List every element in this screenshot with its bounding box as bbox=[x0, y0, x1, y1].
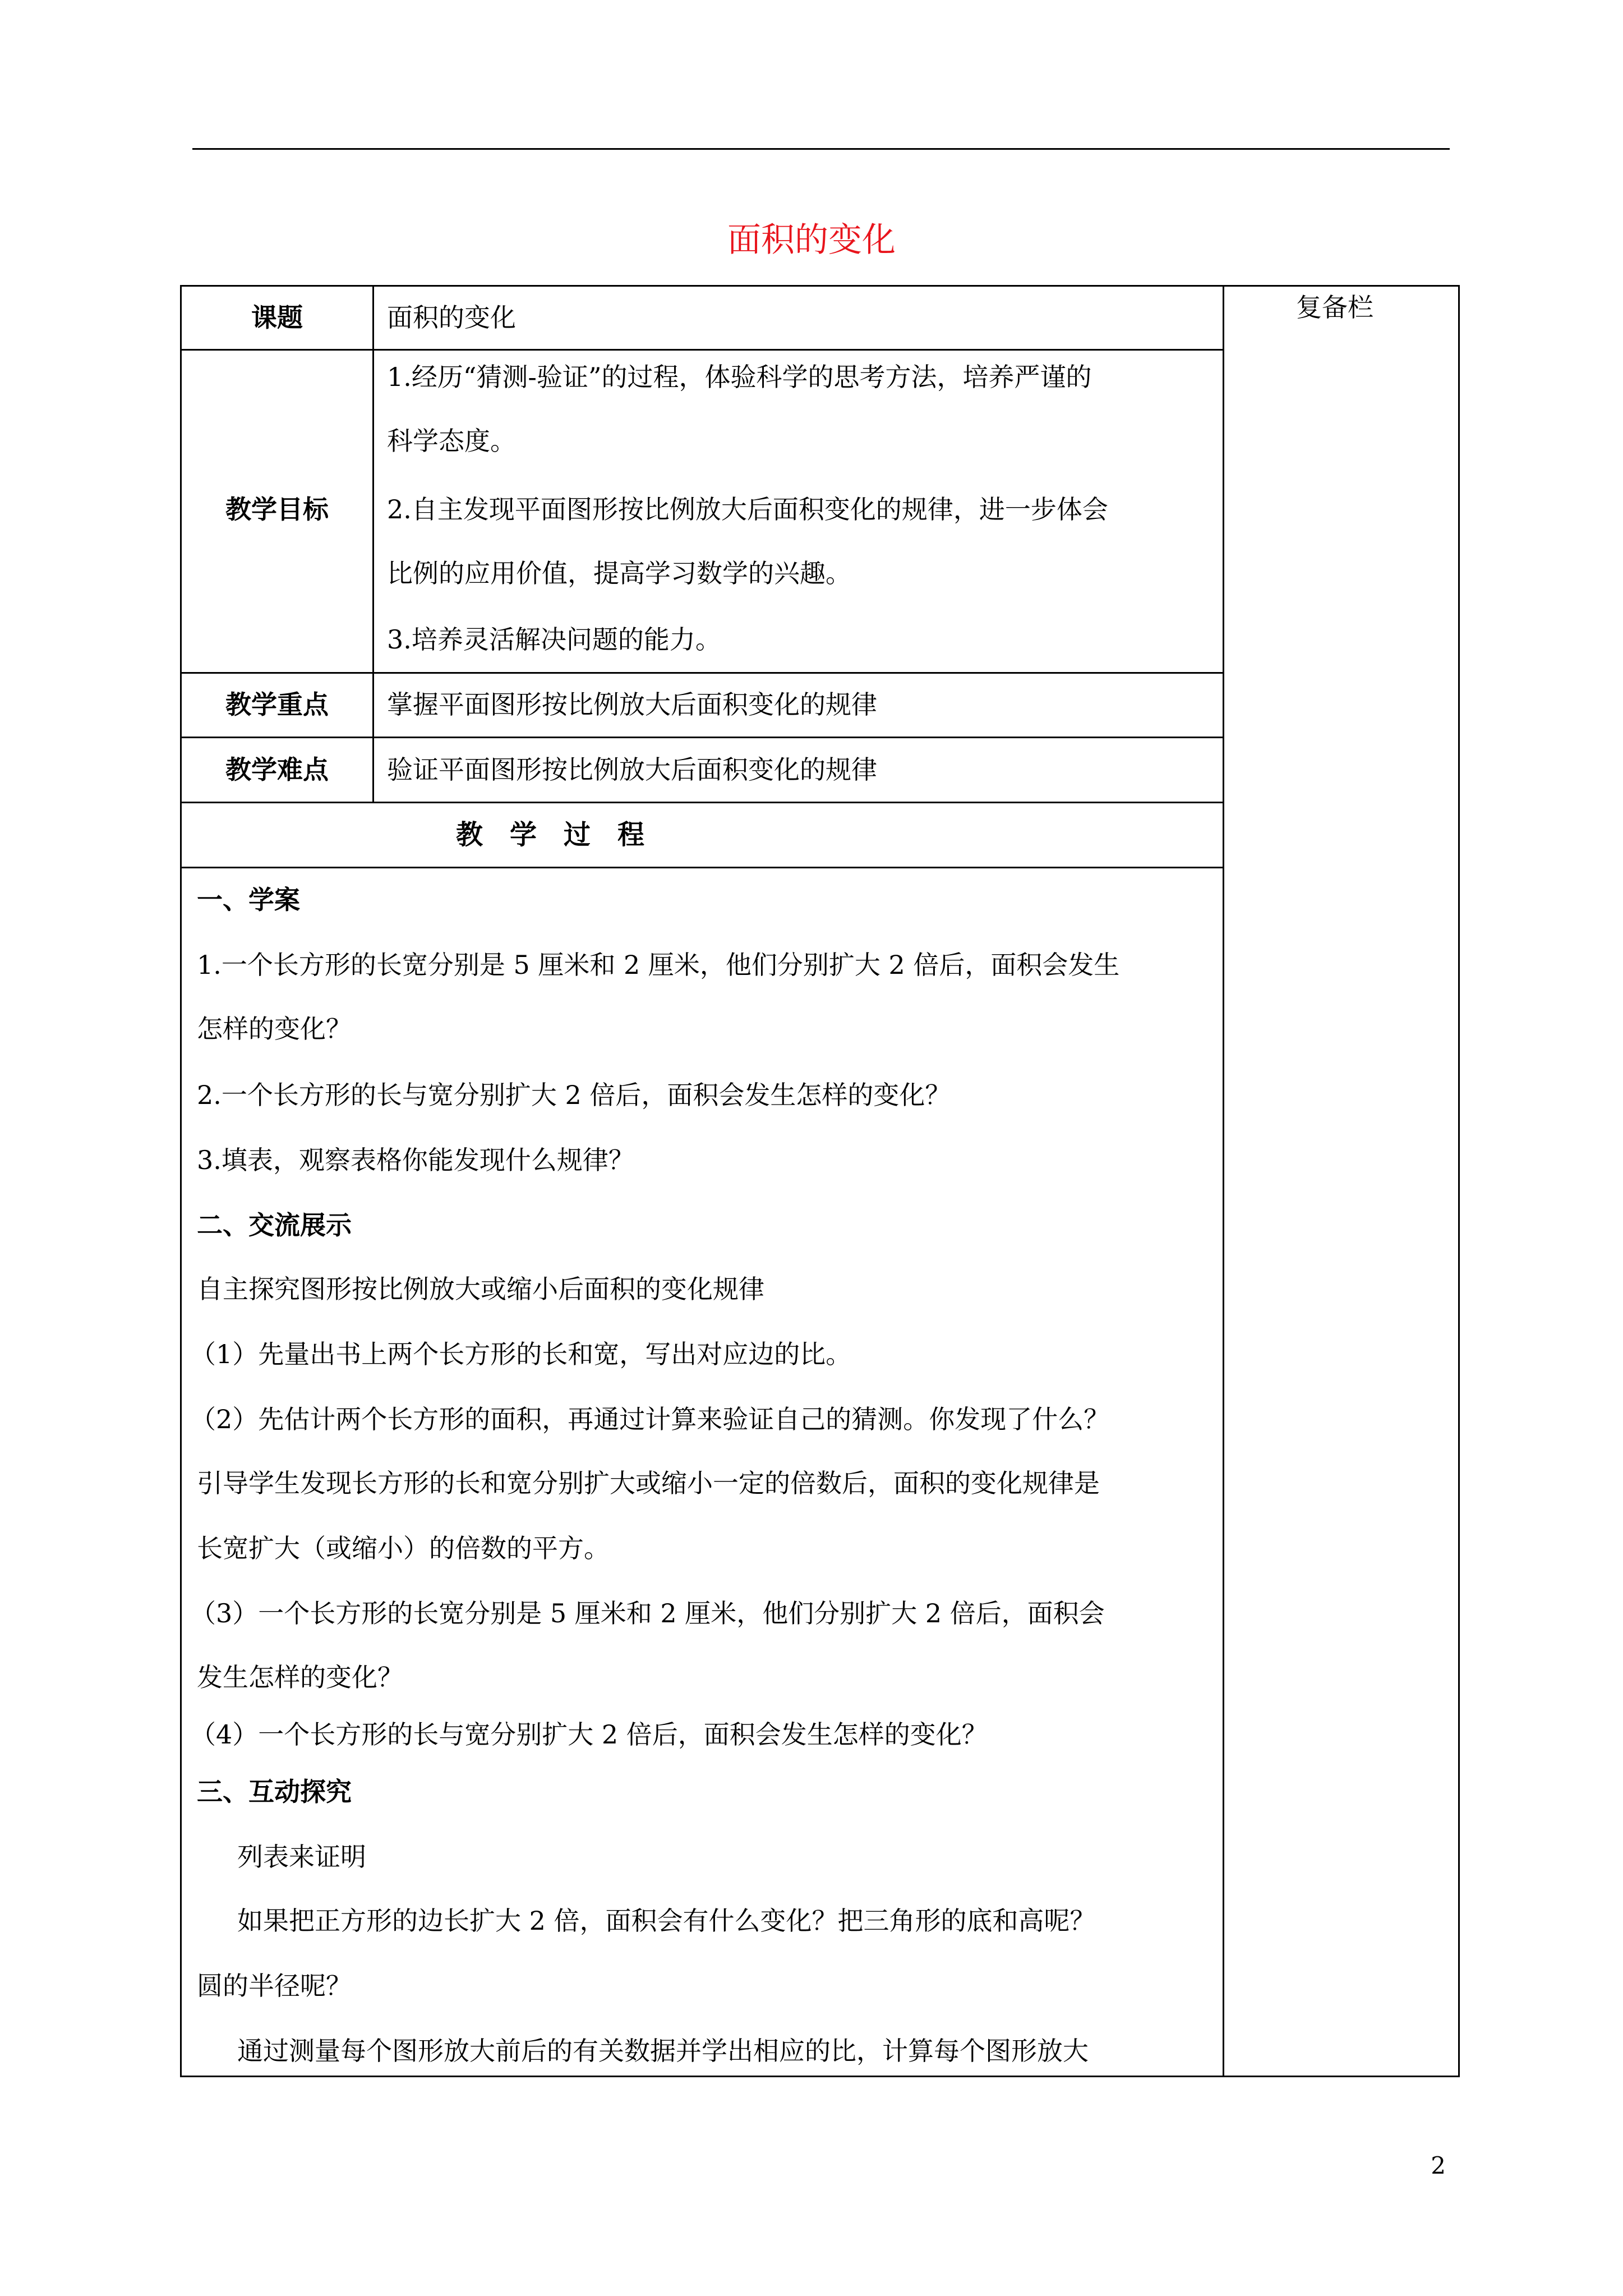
difficulty-label: 教学难点 bbox=[225, 754, 329, 785]
topic-label: 课题 bbox=[251, 302, 303, 333]
goals-line: 1.经历“猜测-验证”的过程，体验科学的思考方法，培养严谨的 bbox=[387, 362, 1092, 392]
exchange-line: 自主探究图形按比例放大或缩小后面积的变化规律 bbox=[197, 1274, 764, 1304]
inquiry-line: 通过测量每个图形放大前后的有关数据并学出相应的比，计算每个图形放大 bbox=[237, 2036, 1089, 2066]
section-heading-study-plan: 一、学案 bbox=[197, 885, 300, 915]
study-plan-line: 怎样的变化？ bbox=[197, 1014, 352, 1044]
label-column-divider bbox=[372, 285, 374, 803]
side-column-header: 复备栏 bbox=[1296, 292, 1373, 323]
row-divider-topic bbox=[180, 349, 1224, 351]
topic-value: 面积的变化 bbox=[387, 302, 516, 333]
page-number: 2 bbox=[1431, 2152, 1446, 2179]
row-divider-process-title bbox=[180, 867, 1224, 868]
study-plan-line: 1.一个长方形的长宽分别是 5 厘米和 2 厘米，他们分别扩大 2 倍后，面积会发生 bbox=[197, 950, 1120, 980]
table-border-bottom bbox=[180, 2076, 1460, 2077]
goals-label: 教学目标 bbox=[225, 494, 329, 524]
inquiry-line: 列表来证明 bbox=[237, 1842, 366, 1872]
page-title: 面积的变化 bbox=[727, 220, 896, 260]
study-plan-line: 3.填表，观察表格你能发现什么规律？ bbox=[197, 1145, 634, 1175]
inquiry-line: 圆的半径呢？ bbox=[197, 1971, 352, 2001]
key-point-value: 掌握平面图形按比例放大后面积变化的规律 bbox=[387, 689, 877, 720]
row-divider-key bbox=[180, 737, 1224, 738]
side-column-divider bbox=[1223, 285, 1224, 2077]
goals-line: 3.培养灵活解决问题的能力。 bbox=[387, 624, 721, 655]
difficulty-value: 验证平面图形按比例放大后面积变化的规律 bbox=[387, 754, 877, 785]
lesson-plan-table bbox=[180, 285, 1460, 2077]
inquiry-line: 如果把正方形的边长扩大 2 倍，面积会有什么变化？把三角形的底和高呢？ bbox=[237, 1906, 1096, 1936]
goals-line: 比例的应用价值，提高学习数学的兴趣。 bbox=[387, 558, 851, 588]
exchange-line: 引导学生发现长方形的长和宽分别扩大或缩小一定的倍数后，面积的变化规律是 bbox=[197, 1468, 1100, 1498]
row-divider-goals bbox=[180, 672, 1224, 674]
section-heading-inquiry: 三、互动探究 bbox=[197, 1777, 352, 1807]
exchange-line: 发生怎样的变化？ bbox=[197, 1662, 403, 1692]
key-point-label: 教学重点 bbox=[225, 689, 329, 720]
exchange-line: （3）一个长方形的长宽分别是 5 厘米和 2 厘米，他们分别扩大 2 倍后，面积会 bbox=[190, 1598, 1105, 1628]
exchange-line: 长宽扩大（或缩小）的倍数的平方。 bbox=[197, 1533, 610, 1563]
exchange-line: （2）先估计两个长方形的面积，再通过计算来验证自己的猜测。你发现了什么？ bbox=[190, 1404, 1110, 1434]
header-rule bbox=[192, 148, 1450, 150]
table-border-right bbox=[1458, 285, 1460, 2077]
process-title: 教学过程 bbox=[456, 819, 672, 850]
goals-line: 科学态度。 bbox=[387, 426, 516, 456]
table-border-left bbox=[180, 285, 182, 2077]
goals-line: 2.自主发现平面图形按比例放大后面积变化的规律，进一步体会 bbox=[387, 494, 1108, 524]
section-heading-exchange: 二、交流展示 bbox=[197, 1210, 352, 1240]
study-plan-line: 2.一个长方形的长与宽分别扩大 2 倍后，面积会发生怎样的变化？ bbox=[197, 1080, 951, 1110]
exchange-line: （1）先量出书上两个长方形的长和宽，写出对应边的比。 bbox=[190, 1339, 852, 1369]
row-divider-difficulty bbox=[180, 802, 1224, 803]
exchange-line: （4）一个长方形的长与宽分别扩大 2 倍后，面积会发生怎样的变化？ bbox=[190, 1719, 988, 1750]
